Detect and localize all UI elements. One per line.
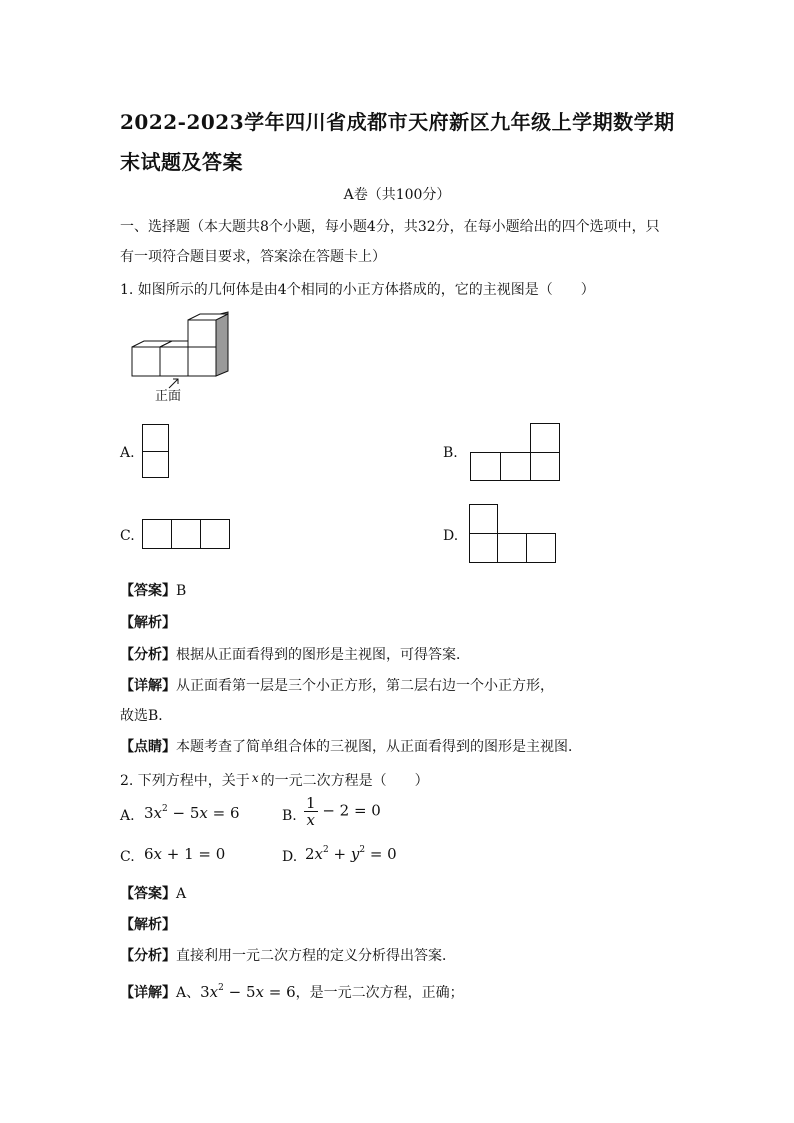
q1-front-label: 正面	[155, 389, 182, 404]
q1-option-d-figure	[469, 504, 561, 566]
q1-cube-figure	[125, 310, 235, 400]
q2-xiangjie-formula: $3x^2 - 5x = 6$	[200, 983, 296, 1001]
part1-instructions-line2: 有一项符合题目要求，答案涂在答题卡上）	[120, 249, 386, 265]
q2-xiangjie-post: ，是一元二次方程，正确；	[295, 985, 464, 1001]
q2-option-d-label[interactable]: D.	[282, 849, 298, 865]
q2-option-a-formula: $3x^2 - 5x = 6$	[144, 804, 240, 822]
title-line-1: 2022-2023学年四川省成都市天府新区九年级上学期数学期	[120, 110, 675, 134]
q2-option-b-formula: $\frac{1}{x}$ − 2 = 0	[306, 794, 381, 829]
q1-option-d-label[interactable]: D.	[443, 528, 459, 544]
q2-option-b-label[interactable]: B.	[282, 808, 297, 824]
q2-xiangjie-pre: A、	[176, 985, 201, 1001]
q1-answer-tag: 【答案】	[120, 583, 176, 599]
q2-fenxi-text: 直接利用一元二次方程的定义分析得出答案．	[176, 948, 456, 964]
q1-dianjing-row	[120, 738, 582, 756]
q2-option-c-formula: 6x + 1 = 0	[144, 845, 226, 863]
q1-fenxi-tag: 【分析】	[120, 647, 176, 663]
q2-stem	[120, 769, 429, 790]
q1-answer-value: B	[176, 583, 187, 599]
q1-option-c-figure	[142, 519, 234, 551]
section-a-heading: A卷（共100分）	[343, 187, 451, 203]
q2-fenxi-row	[120, 947, 456, 965]
q1-dianjing-tag: 【点睛】	[120, 739, 176, 755]
q2-analysis-tag: 【解析】	[120, 917, 176, 933]
q2-xiangjie-tag: 【详解】	[120, 985, 176, 1001]
q2-option-c-label[interactable]: C.	[120, 849, 135, 865]
q2-fenxi-tag: 【分析】	[120, 948, 176, 964]
q1-analysis-tag: 【解析】	[120, 615, 176, 631]
q2-option-a-label[interactable]: A.	[120, 808, 135, 824]
q1-option-a-label[interactable]: A.	[120, 445, 135, 461]
q1-xiangjie-tag: 【详解】	[120, 678, 176, 694]
q2-stem-post: 的一元二次方程是（ ）	[260, 773, 429, 789]
q2-stem-var: x	[251, 771, 259, 785]
q2-stem-pre: 2. 下列方程中，关于	[120, 773, 250, 789]
q2-xiangjie-row	[120, 983, 464, 1002]
q1-option-b-label[interactable]: B.	[443, 445, 458, 461]
q2-answer-tag: 【答案】	[120, 886, 176, 902]
q1-option-b-figure	[470, 423, 564, 483]
q2-answer-value: A	[176, 886, 187, 902]
q1-stem: 1. 如图所示的几何体是由4个相同的小正方体搭成的，它的主视图是（ ）	[120, 282, 595, 298]
q2-option-d-formula: $2x^2 + y^2 = 0$	[305, 845, 397, 863]
part1-instructions-line1: 一、选择题（本大题共8个小题，每小题4分，共32分，在每小题给出的四个选项中，只	[120, 219, 660, 235]
q2-answer-row	[120, 885, 186, 903]
q1-xiangjie-text: 从正面看第一层是三个小正方形，第二层右边一个小正方形，	[176, 678, 554, 694]
q1-fenxi-row	[120, 646, 470, 664]
title-line-2: 末试题及答案	[120, 150, 243, 174]
q1-answer-row	[120, 582, 186, 600]
q1-dianjing-text: 本题考查了简单组合体的三视图，从正面看得到的图形是主视图．	[176, 739, 582, 755]
q1-xiangjie-row	[120, 677, 554, 695]
q1-conclusion: 故选B．	[120, 708, 173, 724]
q1-fenxi-text: 根据从正面看得到的图形是主视图，可得答案．	[176, 647, 470, 663]
q1-option-c-label[interactable]: C.	[120, 528, 135, 544]
q1-option-a-figure	[142, 424, 172, 480]
